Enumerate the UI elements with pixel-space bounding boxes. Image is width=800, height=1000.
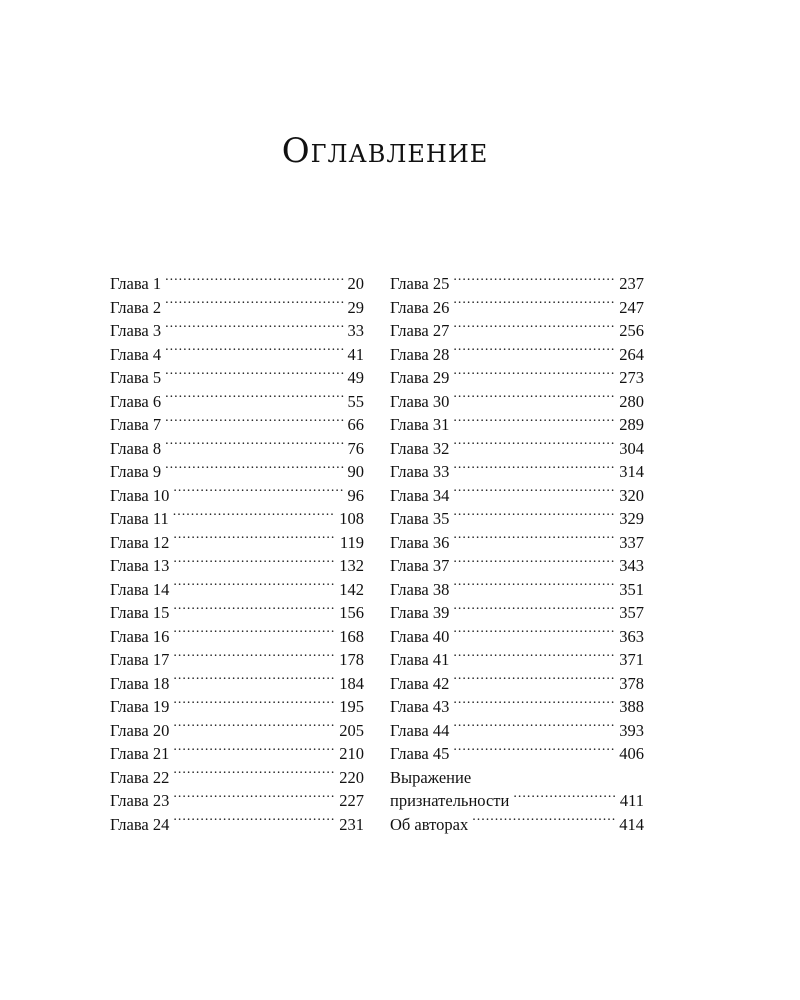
toc-entry[interactable] (110, 695, 364, 719)
toc-entry-page-number: 29 (347, 297, 364, 317)
toc-entry-label: Глава 29 (390, 368, 450, 387)
toc-dot-leader (173, 743, 335, 760)
toc-entry-label: Глава 6 (110, 391, 162, 411)
toc-entry-page-number: 119 (339, 532, 364, 552)
toc-entry-page-number: 41 (347, 344, 364, 364)
toc-entry-label: Глава 41 (390, 650, 450, 669)
toc-dot-leader (173, 696, 335, 713)
toc-entry-label: Глава 25 (390, 274, 450, 293)
toc-entry[interactable] (110, 789, 364, 813)
toc-entry[interactable] (110, 437, 364, 461)
toc-entry[interactable] (390, 742, 644, 766)
toc-entry[interactable] (390, 296, 644, 320)
toc-column-right (390, 272, 644, 836)
toc-dot-leader (165, 320, 343, 337)
toc-entry-page-number: 414 (619, 814, 644, 834)
toc-entry-page-number: 314 (619, 462, 644, 481)
toc-dot-leader (453, 320, 615, 337)
toc-entry-page-number: 378 (619, 673, 644, 693)
toc-dot-leader (173, 555, 335, 572)
toc-entry[interactable] (110, 601, 364, 625)
toc-dot-leader (173, 649, 335, 666)
toc-entry-page-number: 280 (619, 391, 644, 411)
toc-entry-label: Глава 9 (110, 462, 162, 481)
toc-entry-page-number: 337 (619, 532, 644, 552)
toc-entry-label: Глава 38 (390, 579, 450, 599)
toc-entry[interactable] (110, 484, 364, 508)
toc-entry-label: Глава 31 (390, 415, 450, 434)
toc-dot-leader (165, 437, 343, 454)
page-title: Оглавление (281, 130, 489, 171)
toc-entry[interactable] (390, 625, 644, 649)
toc-entry-label: Глава 14 (110, 579, 170, 599)
toc-entry-label: Глава 28 (390, 344, 450, 364)
toc-dot-leader (173, 602, 335, 619)
toc-entry[interactable] (390, 648, 644, 672)
toc-dot-leader (453, 578, 615, 595)
toc-dot-leader (165, 273, 343, 290)
toc-entry[interactable] (110, 272, 364, 296)
toc-entry-page-number: 273 (619, 368, 644, 387)
toc-entry-page-number: 20 (347, 274, 364, 293)
toc-entry-label: Глава 27 (390, 321, 450, 340)
toc-entry-page-number: 256 (619, 321, 644, 340)
toc-entry[interactable] (390, 789, 644, 813)
toc-entry-label: Об авторах (390, 814, 469, 834)
toc-dot-leader (453, 625, 615, 642)
toc-entry[interactable] (390, 343, 644, 367)
toc-entry-label: Глава 21 (110, 744, 170, 763)
toc-dot-leader (453, 343, 615, 360)
toc-entry[interactable] (110, 531, 364, 555)
toc-entry-label: Глава 10 (110, 485, 170, 505)
toc-dot-leader (165, 296, 343, 313)
toc-entry[interactable] (390, 601, 644, 625)
toc-dot-leader (453, 555, 615, 572)
toc-entry-label: Глава 8 (110, 438, 162, 458)
toc-entry[interactable] (110, 296, 364, 320)
toc-entry-page-number: 184 (339, 673, 364, 693)
toc-entry-label: Глава 35 (390, 509, 450, 528)
toc-entry-label: Глава 42 (390, 673, 450, 693)
toc-dot-leader (173, 484, 343, 501)
toc-entry[interactable] (110, 554, 364, 578)
toc-entry-page-number: 178 (339, 650, 364, 669)
toc-entry-page-number: 247 (619, 297, 644, 317)
toc-entry-label: Глава 44 (390, 720, 450, 740)
toc-entry[interactable] (110, 766, 364, 790)
toc-dot-leader (173, 531, 335, 548)
toc-dot-leader (453, 390, 615, 407)
toc-entry-label: Глава 15 (110, 603, 170, 622)
toc-entry-page-number: 195 (339, 697, 364, 716)
toc-dot-leader (472, 813, 615, 830)
toc-entry-page-number: 388 (619, 697, 644, 716)
toc-entry[interactable] (390, 554, 644, 578)
toc-entry-label: Глава 19 (110, 697, 170, 716)
toc-dot-leader (453, 508, 615, 525)
toc-entry-label: Глава 34 (390, 485, 450, 505)
toc-entry-label: Глава 3 (110, 321, 162, 340)
toc-entry-page-number: 406 (619, 744, 644, 763)
toc-entry[interactable] (390, 531, 644, 555)
toc-dot-leader (165, 367, 343, 384)
toc-dot-leader (453, 296, 615, 313)
toc-entry-label: Глава 7 (110, 415, 162, 434)
toc-dot-leader (453, 461, 615, 478)
toc-entry[interactable] (110, 813, 364, 837)
toc-entry-label: признательности (390, 791, 510, 810)
toc-dot-leader (165, 414, 343, 431)
toc-entry[interactable] (110, 719, 364, 743)
toc-dot-leader (513, 790, 616, 807)
toc-entry-page-number: 90 (347, 462, 364, 481)
toc-dot-leader (453, 649, 615, 666)
toc-entry[interactable] (390, 319, 644, 343)
toc-dot-leader (173, 625, 335, 642)
toc-entry[interactable] (110, 672, 364, 696)
toc-dot-leader (453, 437, 615, 454)
toc-dot-leader (173, 813, 335, 830)
toc-entry[interactable] (390, 719, 644, 743)
toc-entry[interactable] (110, 366, 364, 390)
toc-dot-leader (173, 766, 335, 783)
toc-entry-label: Глава 24 (110, 814, 170, 834)
toc-entry-label: Глава 30 (390, 391, 450, 411)
toc-entry[interactable] (110, 648, 364, 672)
toc-entry-label: Глава 18 (110, 673, 170, 693)
toc-entry-page-number: 108 (339, 509, 364, 528)
toc-dot-leader (453, 273, 615, 290)
toc-entry-page-number: 231 (339, 814, 364, 834)
toc-entry[interactable] (110, 460, 364, 484)
toc-entry[interactable] (390, 413, 644, 437)
toc-entry-label: Глава 20 (110, 720, 170, 740)
toc-entry-label: Глава 45 (390, 744, 450, 763)
toc-entry-label: Глава 26 (390, 297, 450, 317)
toc-entry-label: Глава 16 (110, 626, 170, 646)
toc-entry-label: Глава 43 (390, 697, 450, 716)
toc-entry[interactable] (110, 319, 364, 343)
toc-dot-leader (453, 531, 615, 548)
toc-entry[interactable] (390, 672, 644, 696)
toc-entry-page-number: 357 (619, 603, 644, 622)
toc-entry-page-number: 132 (339, 556, 364, 575)
toc-entry[interactable] (390, 813, 644, 837)
toc-entry-label: Глава 32 (390, 438, 450, 458)
toc-entry[interactable] (110, 625, 364, 649)
toc-entry[interactable] (390, 578, 644, 602)
toc-dot-leader (453, 484, 615, 501)
toc-entry-page-number: 49 (347, 368, 364, 387)
toc-dot-leader (453, 602, 615, 619)
toc-entry-label: Глава 2 (110, 297, 162, 317)
toc-dot-leader (165, 343, 343, 360)
toc-entry[interactable] (390, 437, 644, 461)
toc-dot-leader (165, 461, 343, 478)
toc-entry[interactable] (110, 390, 364, 414)
toc-entry[interactable] (110, 413, 364, 437)
toc-entry-page-number: 55 (347, 391, 364, 411)
toc-entry[interactable] (390, 695, 644, 719)
toc-dot-leader (165, 390, 343, 407)
toc-dot-leader (173, 719, 335, 736)
toc-entry-page-number: 210 (339, 744, 364, 763)
toc-entry-page-number: 351 (619, 579, 644, 599)
toc-entry-label: Глава 37 (390, 556, 450, 575)
toc-entry-page-number: 343 (619, 556, 644, 575)
toc-entry-label-line: Выражение (390, 767, 472, 787)
toc-entry-page-number: 66 (347, 415, 364, 434)
toc-dot-leader (453, 367, 615, 384)
toc-entry-page-number: 371 (619, 650, 644, 669)
toc-entry-page-number: 168 (339, 626, 364, 646)
toc-entry[interactable] (390, 484, 644, 508)
toc-entry-label: Глава 12 (110, 532, 170, 552)
toc-dot-leader (173, 672, 335, 689)
toc-entry-page-number: 329 (619, 509, 644, 528)
toc-entry-page-number: 411 (619, 791, 644, 810)
toc-entry-page-number: 33 (347, 321, 364, 340)
toc-dot-leader (173, 790, 335, 807)
toc-dot-leader (173, 578, 335, 595)
toc-entry-label: Глава 1 (110, 274, 162, 293)
toc-entry-page-number: 96 (347, 485, 364, 505)
toc-entry-page-number: 264 (619, 344, 644, 364)
toc-entry-label: Глава 22 (110, 767, 170, 787)
toc-entry[interactable] (110, 507, 364, 531)
toc-entry-label: Глава 40 (390, 626, 450, 646)
toc-entry-page-number: 320 (619, 485, 644, 505)
toc-entry-page-number: 393 (619, 720, 644, 740)
toc-entry-page-number: 205 (339, 720, 364, 740)
toc-entry-page-number: 237 (619, 274, 644, 293)
toc-dot-leader (453, 743, 615, 760)
toc-entry-page-number: 304 (619, 438, 644, 458)
toc-dot-leader (453, 672, 615, 689)
toc-entry[interactable] (110, 742, 364, 766)
toc-entry-page-number: 363 (619, 626, 644, 646)
toc-dot-leader (453, 696, 615, 713)
toc-entry-label: Глава 11 (110, 509, 169, 528)
toc-entry-label: Глава 39 (390, 603, 450, 622)
toc-entry-label: Глава 36 (390, 532, 450, 552)
toc-entry-label: Глава 4 (110, 344, 162, 364)
toc-entry[interactable] (390, 460, 644, 484)
toc-entry[interactable] (390, 272, 644, 296)
toc-entry[interactable] (390, 390, 644, 414)
toc-entry-page-number: 220 (339, 767, 364, 787)
toc-entry-page-number: 227 (339, 791, 364, 810)
toc-entry-label: Глава 5 (110, 368, 162, 387)
toc-entry-label: Глава 33 (390, 462, 450, 481)
toc-entry-page-number: 142 (339, 579, 364, 599)
toc-dot-leader (173, 508, 335, 525)
toc-entry[interactable] (390, 507, 644, 531)
toc-entry-label: Глава 17 (110, 650, 170, 669)
toc-column-left (110, 272, 364, 836)
toc-entry-page-number: 289 (619, 415, 644, 434)
toc-entry-label: Глава 13 (110, 556, 170, 575)
toc-entry-label: Глава 23 (110, 791, 170, 810)
toc-entry-page-number: 156 (339, 603, 364, 622)
toc-dot-leader (453, 719, 615, 736)
toc-entry[interactable] (110, 343, 364, 367)
toc-entry-page-number: 76 (347, 438, 364, 458)
toc-dot-leader (453, 414, 615, 431)
toc-entry[interactable] (390, 366, 644, 390)
toc-entry[interactable] (110, 578, 364, 602)
